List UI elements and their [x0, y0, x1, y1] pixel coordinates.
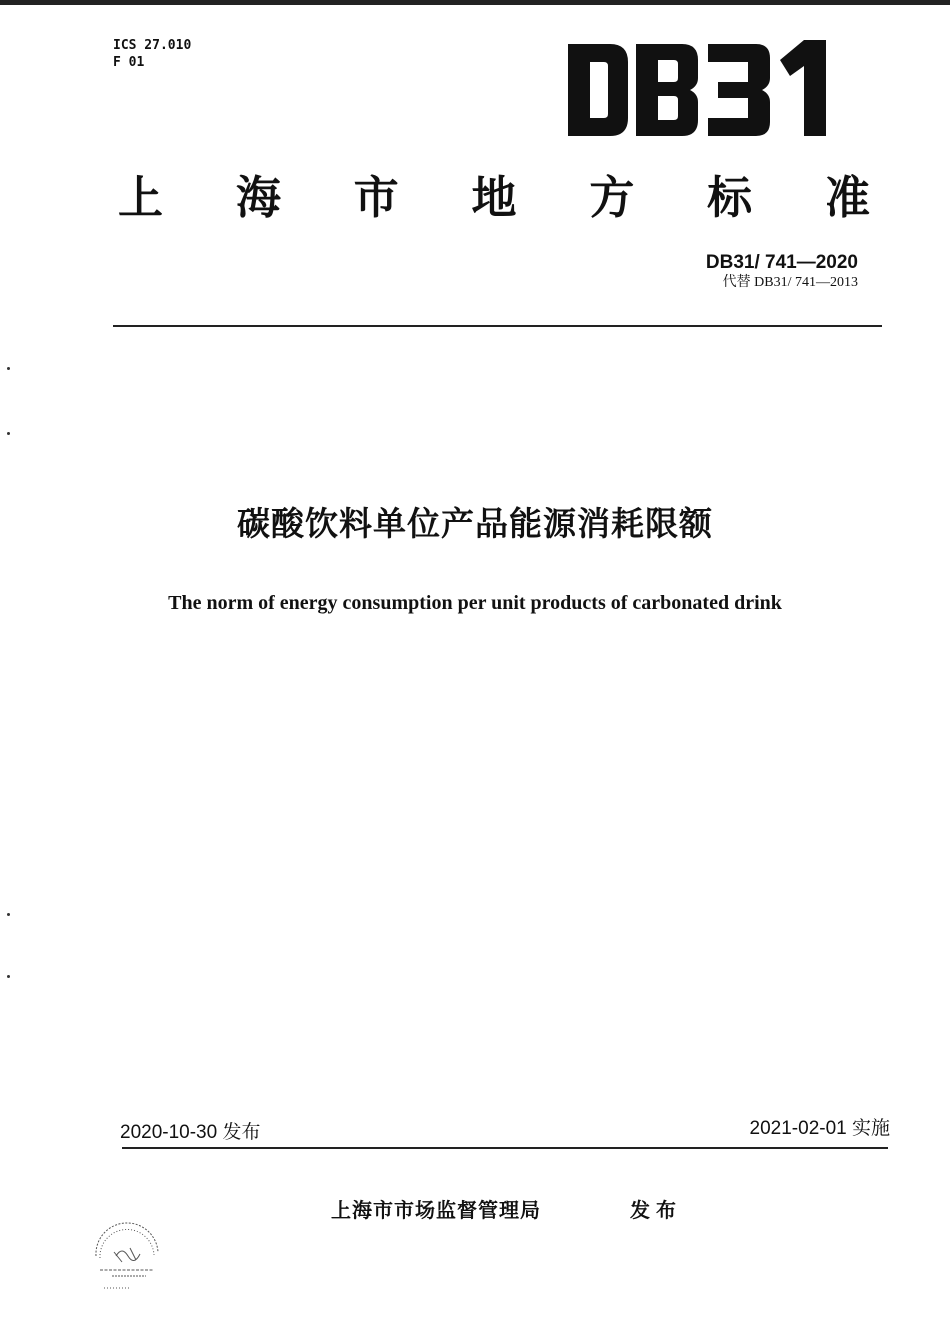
document-title-chinese: 碳酸饮料单位产品能源消耗限额: [237, 504, 713, 543]
standard-number: DB31/ 741—2020: [705, 252, 858, 273]
standard-type-char: 标: [707, 171, 753, 224]
standard-type-char: 准: [824, 171, 870, 224]
db31-logo: [566, 30, 836, 142]
scan-speck: [7, 975, 10, 978]
ics-code: ICS 27.010: [113, 38, 192, 53]
scan-top-edge: [0, 0, 950, 5]
standard-type-char: 方: [589, 171, 635, 224]
standard-type-heading: [118, 168, 870, 228]
certification-stamp: [86, 1218, 168, 1300]
standard-type-char: 地: [471, 171, 517, 224]
document-title-english: The norm of energy consumption per unit products of carbonated drink: [168, 592, 782, 614]
issue-date: 2020-10-30 发布: [120, 1122, 261, 1143]
standard-type-char: 市: [353, 171, 399, 224]
category-code: F 01: [113, 55, 145, 70]
standard-type-char: 上: [118, 171, 164, 224]
scan-speck: [7, 367, 10, 370]
ics-classification: [113, 37, 191, 71]
publish-label: 发布: [630, 1198, 682, 1222]
scan-speck: [7, 432, 10, 435]
scan-speck: [7, 913, 10, 916]
standard-type-char: 海: [235, 171, 281, 224]
implementation-date: 2021-02-01 实施: [749, 1118, 890, 1139]
replaces-standard: 代替 DB31/ 741—2013: [722, 275, 858, 290]
header-divider: [113, 325, 882, 327]
publisher-name: 上海市市场监督管理局: [331, 1198, 541, 1222]
footer-divider: [122, 1147, 888, 1149]
